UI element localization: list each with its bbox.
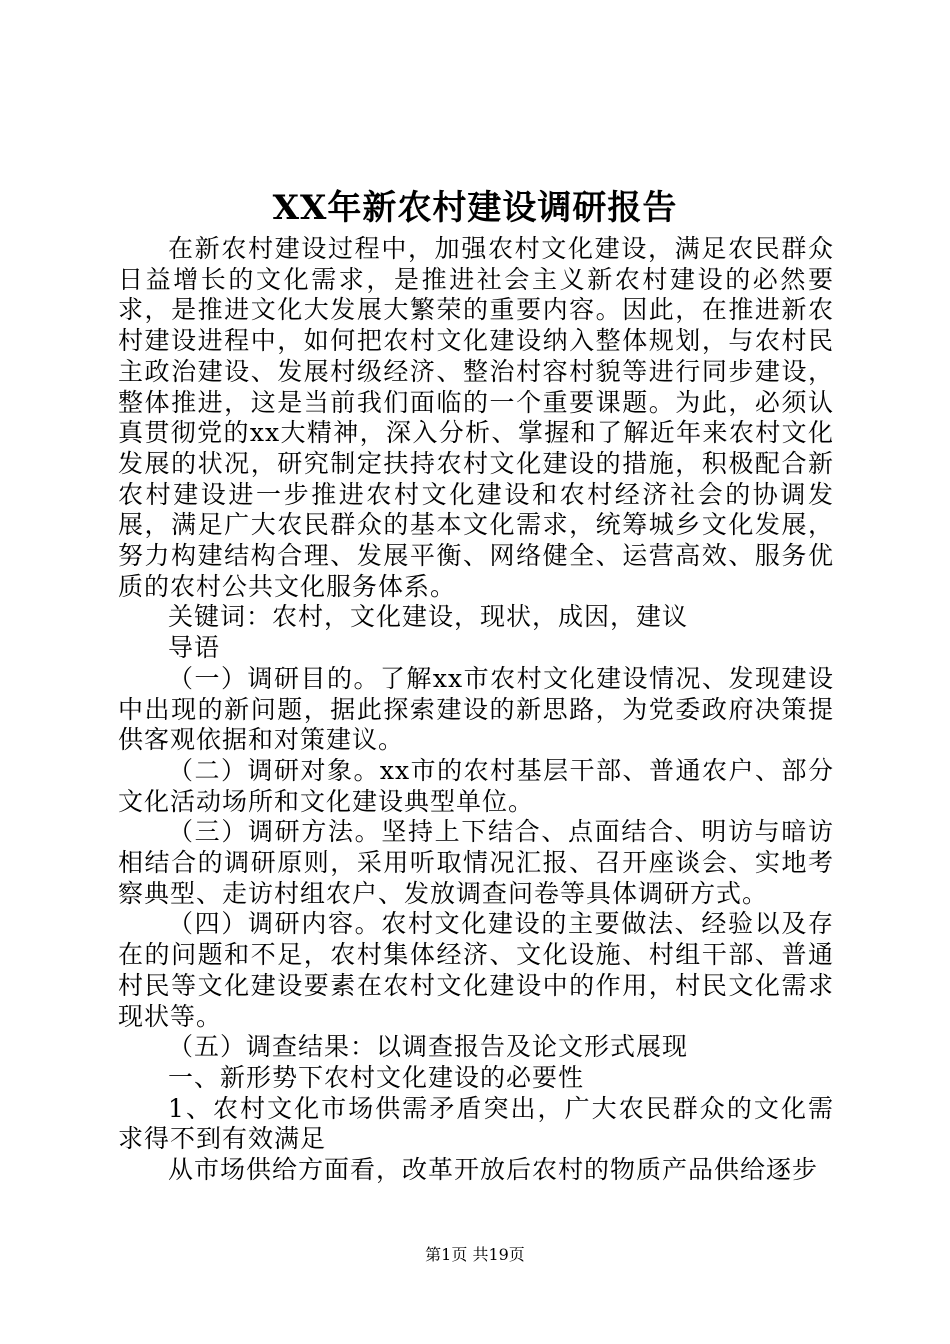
research-methods-paragraph: （三）调研方法。坚持上下结合、点面结合、明访与暗访相结合的调研原则，采用听取情况汇报、召开座谈会、实地考察典型、走访村组农户、发放调查问卷等具体调研方式。	[118, 817, 834, 908]
preface-heading: 导语	[168, 633, 221, 663]
page-footer: 第1页 共19页	[425, 1245, 525, 1264]
subsection-heading-1: 1、农村文化市场供需矛盾突出，广大农民群众的文化需求得不到有效满足	[118, 1093, 834, 1154]
keywords-line: 关键词：农村，文化建设，现状，成因，建议	[168, 602, 689, 632]
research-purpose-paragraph: （一）调研目的。了解xx市农村文化建设情况、发现建设中出现的新问题，据此探索建设的新思路，为党委政府决策提供客观依据和对策建议。	[118, 663, 834, 755]
market-supply-paragraph: 从市场供给方面看，改革开放后农村的物质产品供给逐步	[168, 1155, 819, 1185]
research-subjects-paragraph: （二）调研对象。xx市的农村基层干部、普通农户、部分文化活动场所和文化建设典型单位。	[118, 755, 834, 816]
intro-paragraph: 在新农村建设过程中，加强农村文化建设，满足农民群众日益增长的文化需求，是推进社会主义新农村建设的必然要求，是推进文化大发展大繁荣的重要内容。因此，在推进新农村建设进程中，如何把农村文化建设纳入整体规划，与农村民主政治建设、发展村级经济、整治村容村貌等进行同步建设，整体推进，这是当前我们面临的一个重要课题。为此，必须认真贯彻党的xx大精神，深入分析、掌握和了解近年来农村文化发展的状况，研究制定扶持农村文化建设的措施，积极配合新农村建设进一步推进农村文化建设和农村经济社会的协调发展，满足广大农民群众的基本文化需求，统筹城乡文化发展，努力构建结构合理、发展平衡、网络健全、运营高效、服务优质的农村公共文化服务体系。	[118, 234, 834, 601]
document-body	[118, 234, 834, 1186]
research-content-paragraph: （四）调研内容。农村文化建设的主要做法、经验以及存在的问题和不足，农村集体经济、文化设施、村组干部、普通村民等文化建设要素在农村文化建设中的作用，村民文化需求现状等。	[118, 909, 834, 1031]
section-heading-1: 一、新形势下农村文化建设的必要性	[168, 1062, 585, 1092]
research-results-paragraph: （五）调查结果：以调查报告及论文形式展现	[168, 1032, 689, 1062]
document-title: XX年新农村建设调研报告	[272, 188, 678, 228]
